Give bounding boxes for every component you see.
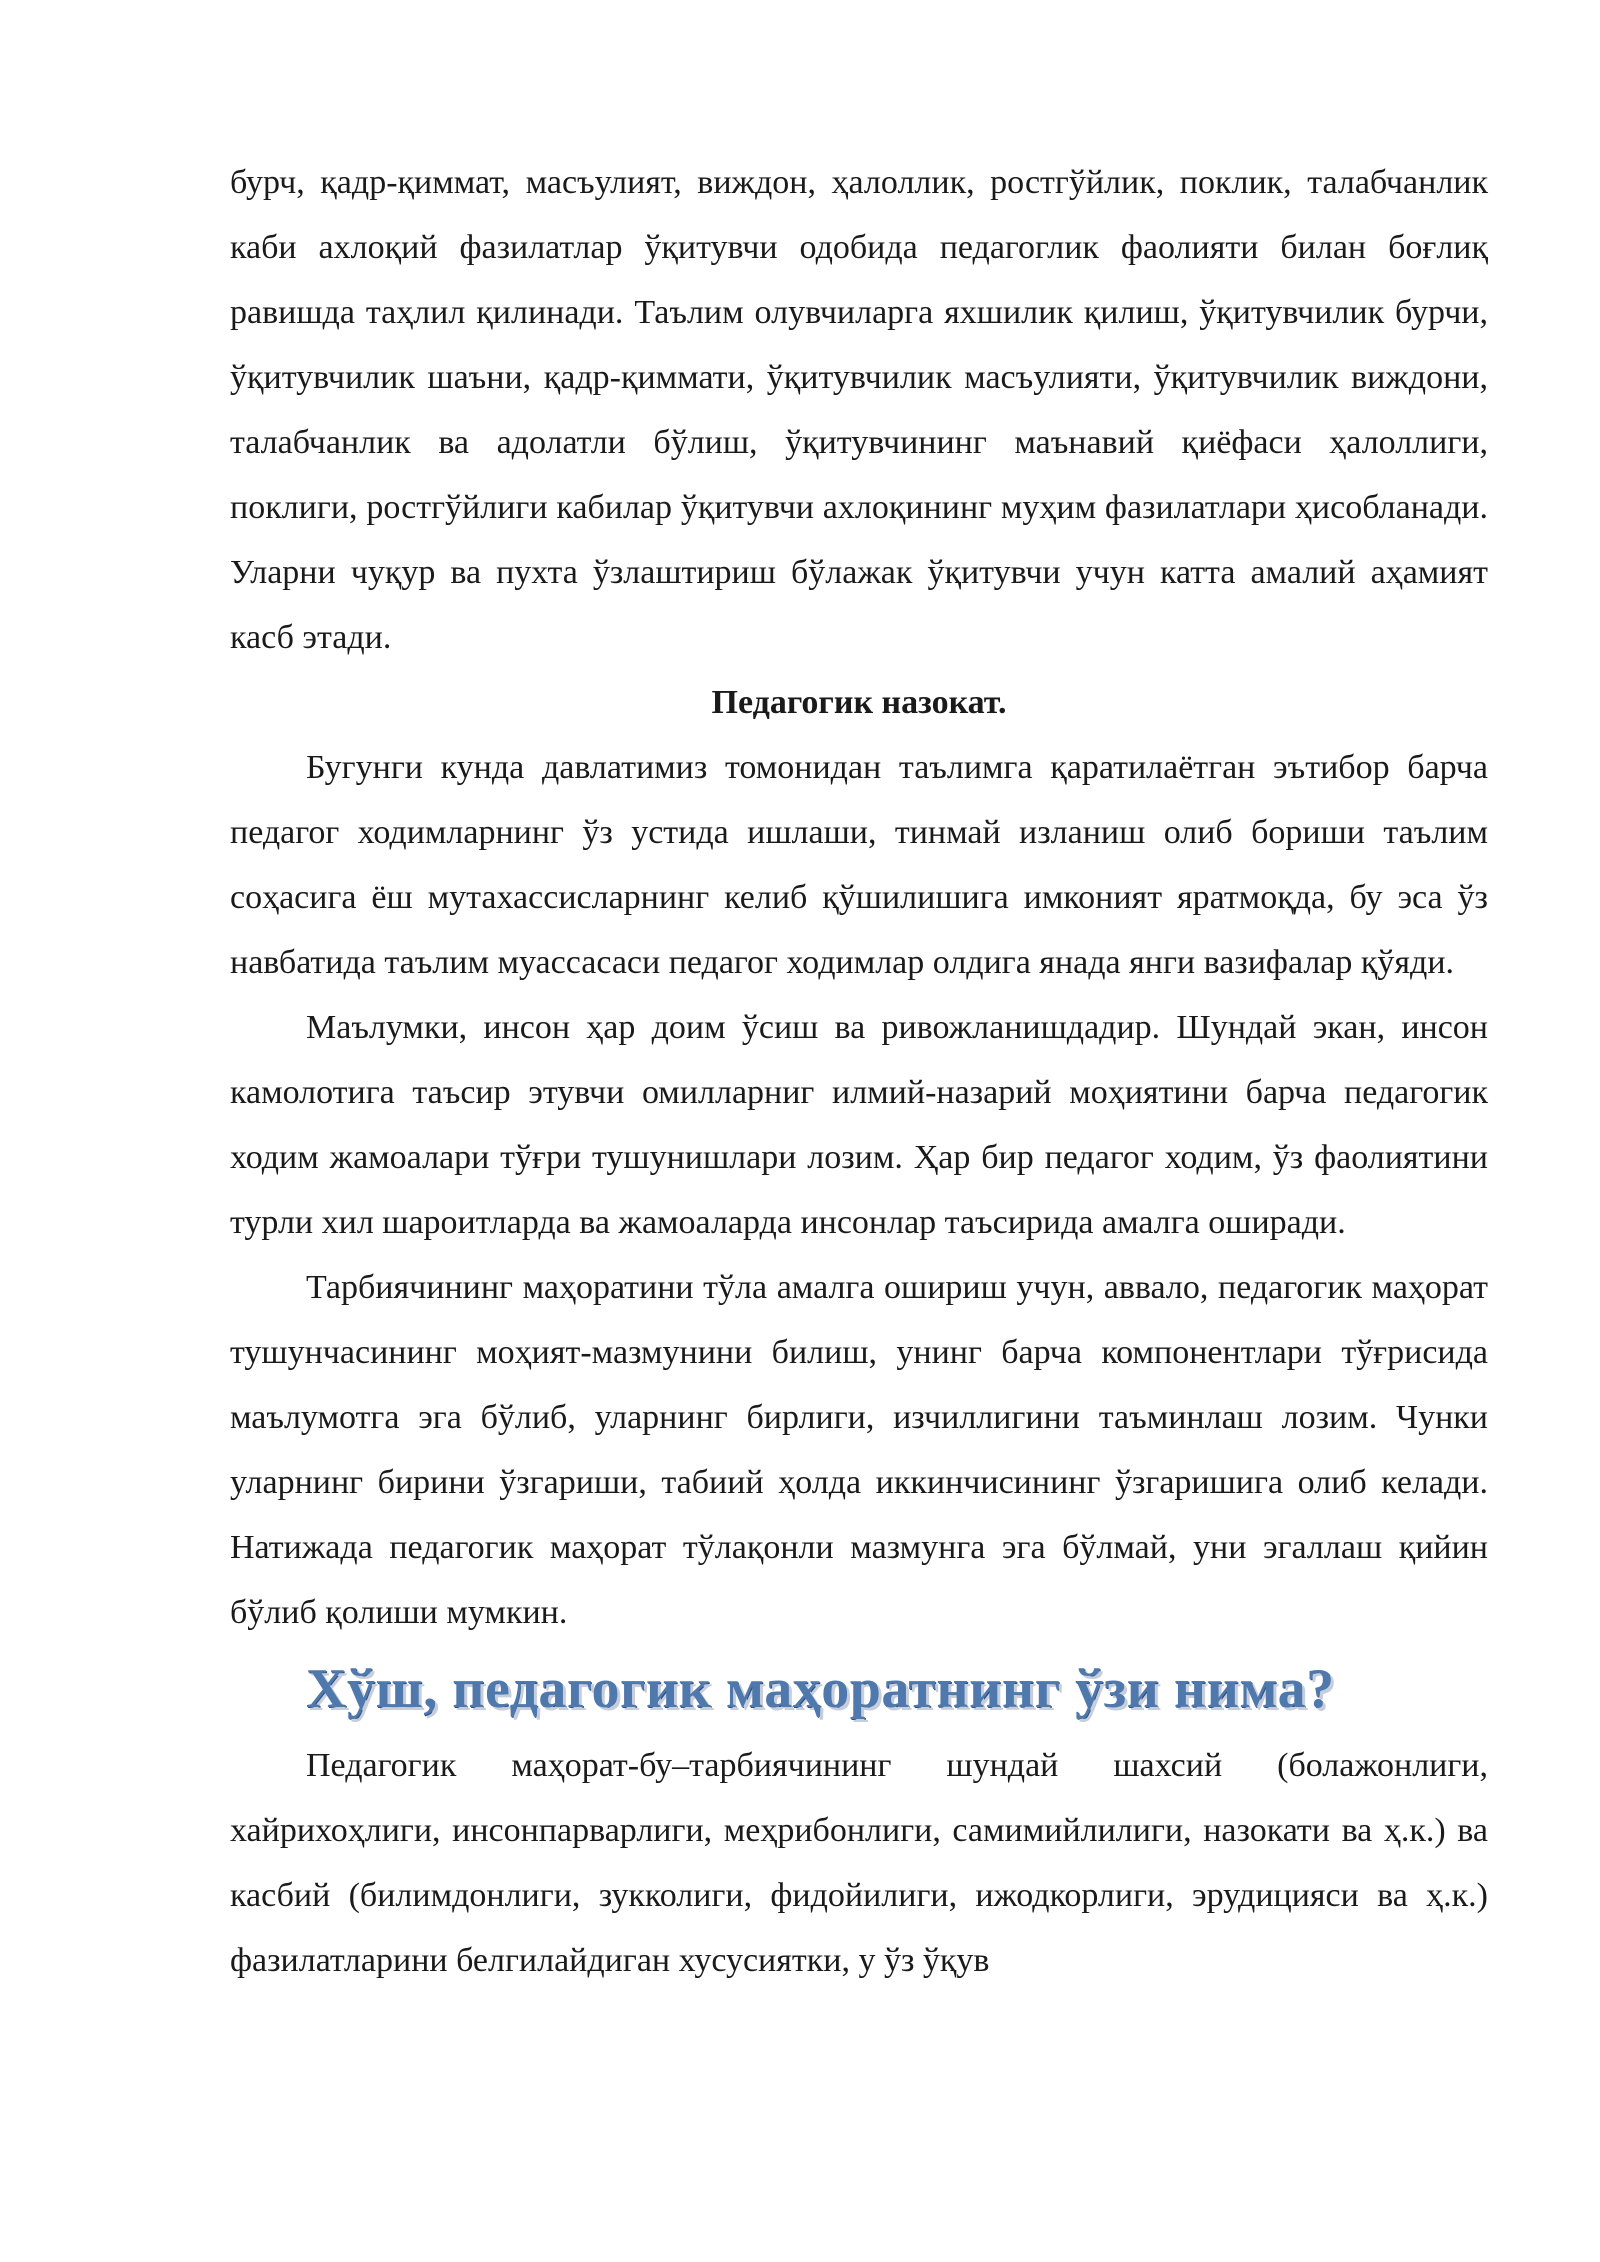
section-heading: Педагогик назокат. — [711, 684, 1007, 721]
body-paragraph: Маълумки, инсон ҳар доим ўсиш ва ривожланишдадир. Шундай экан, инсон камолотига таъсир этувчи омилларниг илмий-назарий моҳиятини барча педагогик ходим жамоалари тўғри тушунишлари лозим. Ҳар бир педагог ходим, ўз фаолиятини турли хил шароитларда ва жамоаларда инсонлар таъсирида амалга оширади. — [230, 1009, 1488, 1241]
wordart-question-heading: Хўш, педагогик маҳоратнинг ўзи нима? — [306, 1658, 1335, 1720]
document-page — [230, 150, 1488, 1993]
body-paragraph: Бугунги кунда давлатимиз томонидан таълимга қаратилаётган эътибор барча педагог ходимларнинг ўз устида ишлаши, тинмай изланиш олиб бориши таълим соҳасига ёш мутахассисларнинг келиб қўшилишига имконият яратмоқда, бу эса ўз навбатида таълим муассасаси педагог ходимлар олдига янада янги вазифалар қўяди. — [230, 749, 1488, 981]
body-paragraph: Педагогик маҳорат-бу–тарбиячининг шундай шахсий (болажонлиги, хайрихоҳлиги, инсонпарварлиги, меҳрибонлиги, самимийлилиги, назокати ва ҳ.к.) ва касбий (билимдонлиги, зукколиги, фидойилиги, ижодкорлиги, эрудицияси ва ҳ.к.) фазилатларини белгилайдиган хусусиятки, у ўз ўқув — [230, 1747, 1488, 1979]
body-paragraph: Тарбиячининг маҳоратини тўла амалга ошириш учун, аввало, педагогик маҳорат тушунчасининг моҳият-мазмунини билиш, унинг барча компонентлари тўғрисида маълумотга эга бўлиб, уларнинг бирлиги, изчиллигини таъминлаш лозим. Чунки уларнинг бирини ўзгариши, табиий ҳолда иккинчисининг ўзгаришига олиб келади. Натижада педагогик маҳорат тўлақонли мазмунга эга бўлмай, уни эгаллаш қийин бўлиб қолиши мумкин. — [230, 1269, 1488, 1631]
body-paragraph: бурч, қадр-қиммат, масъулият, виждон, ҳалоллик, ростгўйлик, поклик, талабчанлик каби ахлоқий фазилатлар ўқитувчи одобида педагоглик фаолияти билан боғлиқ равишда таҳлил қилинади. Таълим олувчиларга яхшилик қилиш, ўқитувчилик бурчи, ўқитувчилик шаъни, қадр-қиммати, ўқитувчилик масъулияти, ўқитувчилик виждони, талабчанлик ва адолатли бўлиш, ўқитувчининг маънавий қиёфаси ҳалоллиги, поклиги, ростгўйлиги кабилар ўқитувчи ахлоқининг муҳим фазилатлари ҳисобланади. Уларни чуқур ва пухта ўзлаштириш бўлажак ўқитувчи учун катта амалий аҳамият касб этади. — [230, 164, 1488, 656]
